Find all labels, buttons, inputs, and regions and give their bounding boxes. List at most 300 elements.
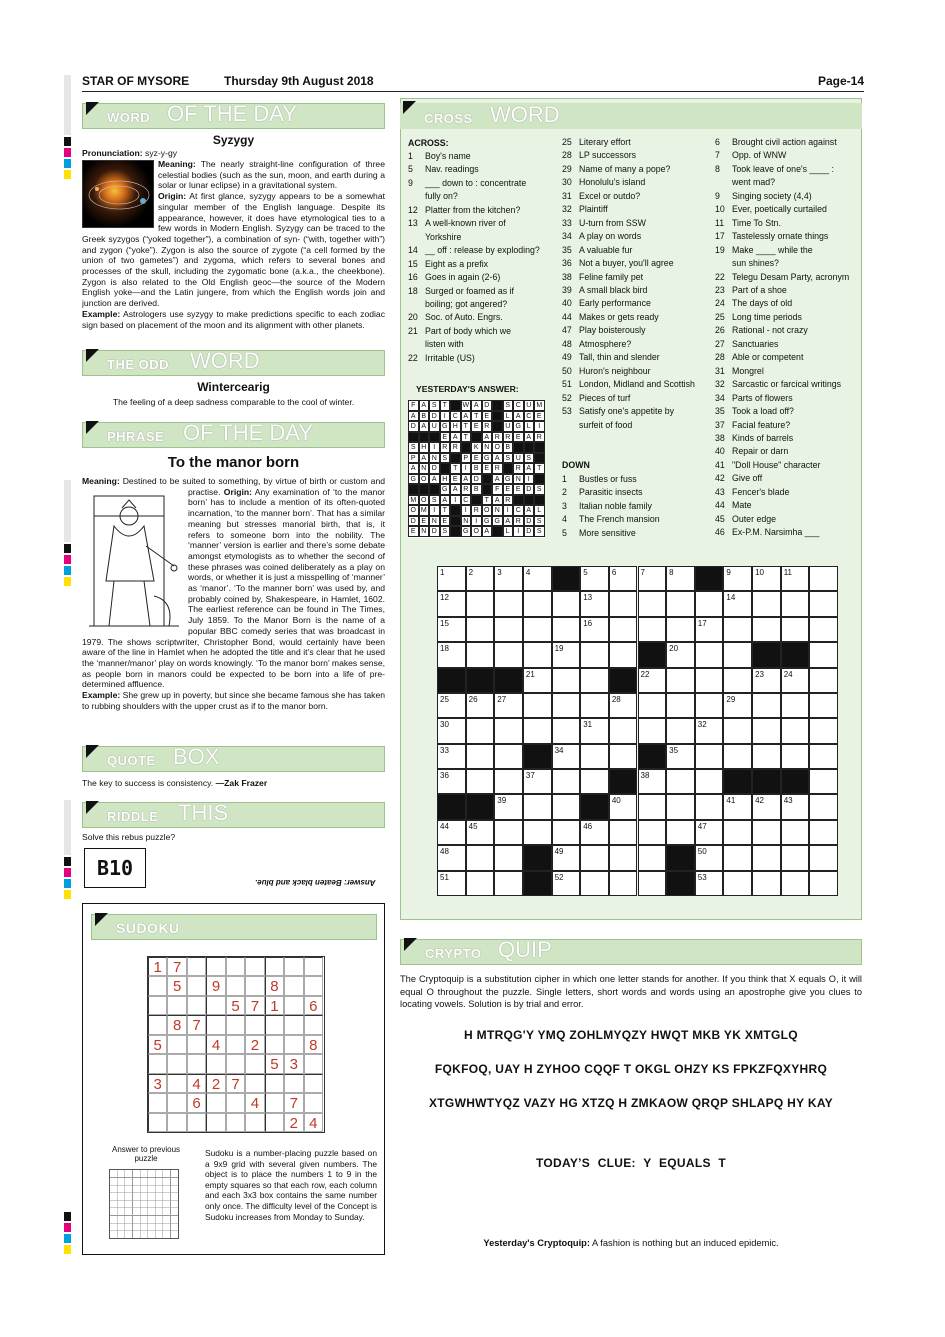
crossword-cell[interactable] [609, 668, 638, 693]
sudoku-cell[interactable] [284, 957, 303, 976]
sudoku-cell[interactable] [226, 1015, 245, 1034]
crossword-cell[interactable] [752, 642, 781, 667]
crossword-cell[interactable] [466, 845, 495, 870]
clue-item [408, 231, 558, 244]
sudoku-cell[interactable]: 5 [167, 976, 186, 995]
sudoku-cell[interactable] [206, 1015, 225, 1034]
crossword-cell[interactable] [809, 693, 838, 718]
sudoku-cell[interactable] [265, 1074, 284, 1093]
sudoku-cell[interactable]: 4 [304, 1113, 323, 1132]
crossword-cell[interactable]: 30 [437, 718, 466, 743]
crossword-cell[interactable]: 28 [609, 693, 638, 718]
clue-number: 8 [715, 163, 720, 174]
crossword-cell[interactable] [609, 845, 638, 870]
sudoku-cell[interactable] [187, 1035, 206, 1054]
answer-cell: R [503, 495, 514, 506]
crossword-cell[interactable] [638, 871, 667, 896]
crossword-cell[interactable] [666, 769, 695, 794]
crossword-cell[interactable] [752, 871, 781, 896]
sudoku-cell[interactable] [284, 1074, 303, 1093]
clue-text: A small black bird [579, 284, 648, 295]
sudoku-cell[interactable]: 7 [226, 1074, 245, 1093]
sudoku-cell[interactable] [304, 1074, 323, 1093]
crossword-cell[interactable]: 5 [580, 566, 609, 591]
crossword-cell[interactable]: 2 [466, 566, 495, 591]
answer-cell: B [471, 463, 482, 474]
crossword-cell[interactable] [781, 693, 810, 718]
sudoku-cell[interactable] [148, 976, 167, 995]
crossword-cell[interactable] [752, 845, 781, 870]
sudoku-cell[interactable] [284, 1015, 303, 1034]
crossword-cell[interactable] [638, 744, 667, 769]
sudoku-cell[interactable] [167, 996, 186, 1015]
crossword-cell[interactable]: 44 [437, 820, 466, 845]
crossword-cell[interactable] [552, 591, 581, 616]
crossword-cell[interactable]: 41 [723, 794, 752, 819]
crossword-cell[interactable] [752, 617, 781, 642]
crossword-cell[interactable] [466, 668, 495, 693]
crossword-cell[interactable] [523, 871, 552, 896]
answer-cell: I [461, 505, 472, 516]
sudoku-cell[interactable] [245, 1113, 264, 1132]
crossword-cell[interactable] [723, 642, 752, 667]
crossword-cell[interactable] [609, 591, 638, 616]
sudoku-cell[interactable] [148, 1015, 167, 1034]
crossword-cell[interactable]: 4 [523, 566, 552, 591]
crossword-cell[interactable]: 45 [466, 820, 495, 845]
crossword-cell[interactable]: 33 [437, 744, 466, 769]
sudoku-cell[interactable] [265, 1093, 284, 1112]
crossword-cell[interactable] [666, 693, 695, 718]
sudoku-cell[interactable] [226, 1035, 245, 1054]
crossword-cell[interactable] [523, 794, 552, 819]
sudoku-cell[interactable]: 8 [167, 1015, 186, 1034]
sudoku-cell[interactable] [148, 996, 167, 1015]
crossword-cell[interactable]: 23 [752, 668, 781, 693]
crossword-cell[interactable] [552, 668, 581, 693]
crossword-cell[interactable] [695, 744, 724, 769]
crossword-cell[interactable]: 9 [723, 566, 752, 591]
crossword-cell[interactable] [809, 769, 838, 794]
crossword-cell[interactable] [666, 794, 695, 819]
sudoku-cell[interactable]: 6 [304, 996, 323, 1015]
crossword-cell[interactable] [638, 591, 667, 616]
clue-item [715, 405, 860, 418]
crossword-cell[interactable] [638, 845, 667, 870]
sudoku-cell[interactable] [245, 1015, 264, 1034]
crossword-cell[interactable]: 42 [752, 794, 781, 819]
crossword-cell[interactable] [638, 617, 667, 642]
crossword-cell[interactable] [466, 718, 495, 743]
crossword-cell[interactable]: 49 [552, 845, 581, 870]
crossword-cell[interactable] [752, 820, 781, 845]
crossword-cell[interactable] [781, 642, 810, 667]
sudoku-cell[interactable] [265, 1113, 284, 1132]
banner-quip: QUIP [498, 937, 552, 962]
sudoku-cell[interactable] [206, 957, 225, 976]
crossword-cell[interactable] [695, 794, 724, 819]
color-mark [64, 480, 71, 542]
sudoku-cell[interactable]: 6 [187, 1093, 206, 1112]
crossword-cell[interactable]: 6 [609, 566, 638, 591]
answer-cell: S [429, 400, 440, 411]
crossword-cell[interactable] [494, 642, 523, 667]
crossword-cell[interactable] [523, 845, 552, 870]
crossword-cell[interactable]: 16 [580, 617, 609, 642]
sudoku-cell[interactable] [245, 957, 264, 976]
crossword-cell[interactable] [437, 668, 466, 693]
crossword-cell[interactable] [523, 820, 552, 845]
crossword-cell[interactable] [609, 718, 638, 743]
crossword-cell[interactable] [723, 871, 752, 896]
sudoku-cell[interactable]: 1 [148, 957, 167, 976]
crossword-cell[interactable] [809, 845, 838, 870]
crossword-cell[interactable]: 17 [695, 617, 724, 642]
crossword-cell[interactable]: 15 [437, 617, 466, 642]
crossword-cell[interactable]: 51 [437, 871, 466, 896]
crossword-cell[interactable] [638, 820, 667, 845]
crossword-cell[interactable] [494, 769, 523, 794]
crossword-cell[interactable] [752, 718, 781, 743]
crossword-cell[interactable] [809, 668, 838, 693]
crossword-cell[interactable] [666, 617, 695, 642]
clue-item [715, 324, 860, 337]
crossword-cell[interactable]: 53 [695, 871, 724, 896]
clue-item [715, 499, 860, 512]
sudoku-cell[interactable]: 2 [284, 1113, 303, 1132]
crossword-cell[interactable]: 26 [466, 693, 495, 718]
crossword-cell[interactable] [695, 642, 724, 667]
sudoku-cell[interactable] [304, 1093, 323, 1112]
crossword-cell[interactable]: 37 [523, 769, 552, 794]
crossword-cell[interactable]: 52 [552, 871, 581, 896]
sudoku-cell[interactable] [245, 976, 264, 995]
crossword-cell[interactable]: 35 [666, 744, 695, 769]
crossword-cell[interactable] [723, 668, 752, 693]
answer-cell: M [408, 495, 419, 506]
crossword-cell[interactable] [781, 845, 810, 870]
sudoku-cell[interactable]: 4 [187, 1074, 206, 1093]
sudoku-cell[interactable] [187, 996, 206, 1015]
crossword-cell[interactable] [494, 617, 523, 642]
crossword-cell[interactable] [809, 744, 838, 769]
sudoku-cell[interactable]: 4 [245, 1093, 264, 1112]
clue-text: The French mansion [579, 514, 660, 525]
crossword-cell[interactable]: 14 [723, 591, 752, 616]
crossword-cell[interactable] [580, 871, 609, 896]
answer-cell [429, 484, 440, 495]
sudoku-cell[interactable]: 7 [167, 957, 186, 976]
crossword-cell[interactable] [723, 769, 752, 794]
sudoku-cell[interactable]: 7 [187, 1015, 206, 1034]
sudoku-cell[interactable] [226, 957, 245, 976]
crossword-cell[interactable] [638, 718, 667, 743]
crossword-cell[interactable] [523, 642, 552, 667]
crossword-cell[interactable] [752, 769, 781, 794]
crossword-cell[interactable] [666, 718, 695, 743]
crossword-cell[interactable] [437, 794, 466, 819]
crossword-cell[interactable] [666, 871, 695, 896]
crossword-cell[interactable] [580, 642, 609, 667]
crossword-cell[interactable] [695, 693, 724, 718]
clue-number: 30 [562, 177, 572, 188]
sudoku-cell[interactable] [187, 1054, 206, 1073]
answer-cell [534, 442, 545, 453]
sudoku-cell[interactable]: 1 [265, 996, 284, 1015]
clue-text: The days of old [732, 298, 793, 309]
crossword-cell[interactable] [466, 642, 495, 667]
clue-item [715, 365, 860, 378]
crossword-cell[interactable] [695, 566, 724, 591]
crossword-cell[interactable] [781, 591, 810, 616]
sudoku-cell[interactable]: 5 [226, 996, 245, 1015]
crossword-cell[interactable] [723, 845, 752, 870]
crossword-cell[interactable]: 12 [437, 591, 466, 616]
sudoku-cell[interactable] [206, 1054, 225, 1073]
sudoku-cell[interactable] [265, 957, 284, 976]
sudoku-cell[interactable] [265, 1035, 284, 1054]
sudoku-cell[interactable]: 5 [265, 1054, 284, 1073]
sudoku-cell[interactable]: 8 [265, 976, 284, 995]
crossword-cell[interactable]: 8 [666, 566, 695, 591]
crossword-cell[interactable]: 50 [695, 845, 724, 870]
crossword-cell[interactable] [723, 820, 752, 845]
crossword-cell[interactable] [609, 617, 638, 642]
clue-text: Give off [732, 473, 763, 484]
crossword-cell[interactable] [466, 744, 495, 769]
clue-text: Singing society (4,4) [732, 190, 812, 201]
crossword-cell[interactable] [494, 820, 523, 845]
crossword-cell[interactable] [609, 820, 638, 845]
sudoku-cell[interactable] [284, 976, 303, 995]
crossword-cell[interactable] [466, 591, 495, 616]
sudoku-cell[interactable] [187, 1113, 206, 1132]
crossword-cell[interactable] [494, 845, 523, 870]
crossword-cell[interactable]: 7 [638, 566, 667, 591]
sudoku-cell[interactable] [226, 1054, 245, 1073]
sudoku-cell[interactable]: 7 [245, 996, 264, 1015]
crossword-cell[interactable]: 21 [523, 668, 552, 693]
crossword-cell[interactable] [781, 871, 810, 896]
crossword-cell[interactable]: 31 [580, 718, 609, 743]
crossword-cell[interactable] [781, 820, 810, 845]
sudoku-cell[interactable] [167, 1035, 186, 1054]
sudoku-cell[interactable]: 2 [206, 1074, 225, 1093]
crossword-cell[interactable] [580, 744, 609, 769]
sudoku-cell[interactable] [206, 1093, 225, 1112]
crossword-cell[interactable] [523, 591, 552, 616]
sudoku-cell[interactable] [245, 1054, 264, 1073]
crossword-cell[interactable] [723, 744, 752, 769]
crossword-cell[interactable] [609, 744, 638, 769]
sudoku-cell[interactable]: 7 [284, 1093, 303, 1112]
sudoku-cell[interactable] [304, 976, 323, 995]
crossword-cell[interactable]: 24 [781, 668, 810, 693]
crossword-cell[interactable]: 25 [437, 693, 466, 718]
crossword-cell[interactable] [523, 718, 552, 743]
crossword-cell[interactable] [580, 668, 609, 693]
sudoku-cell[interactable] [148, 1113, 167, 1132]
crossword-cell[interactable]: 43 [781, 794, 810, 819]
clue-number: 44 [562, 311, 572, 322]
crossword-cell[interactable]: 36 [437, 769, 466, 794]
crossword-cell[interactable]: 3 [494, 566, 523, 591]
yesterday-cryptoquip: Yesterday's Cryptoquip: A fashion is nothing but an induced epidemic. [483, 1238, 779, 1248]
sudoku-cell[interactable]: 5 [148, 1035, 167, 1054]
crossword-cell[interactable] [666, 820, 695, 845]
sudoku-cell[interactable] [206, 1113, 225, 1132]
crossword-cell[interactable]: 10 [752, 566, 781, 591]
crossword-cell[interactable] [466, 794, 495, 819]
crossword-cell[interactable] [666, 845, 695, 870]
crossword-cell[interactable]: 13 [580, 591, 609, 616]
sudoku-cell[interactable]: 2 [245, 1035, 264, 1054]
cryptoquip-banner [400, 939, 862, 965]
sudoku-cell[interactable] [167, 1074, 186, 1093]
crossword-cell[interactable] [695, 769, 724, 794]
crossword-cell[interactable] [523, 744, 552, 769]
sudoku-cell[interactable] [304, 1015, 323, 1034]
crossword-cell[interactable] [809, 820, 838, 845]
clue-item [715, 190, 860, 203]
sudoku-cell[interactable] [226, 1113, 245, 1132]
crossword-cell[interactable] [809, 794, 838, 819]
sudoku-cell[interactable] [226, 1093, 245, 1112]
crossword-cell[interactable]: 34 [552, 744, 581, 769]
crossword-cell[interactable] [809, 718, 838, 743]
sudoku-cell[interactable] [265, 1015, 284, 1034]
cryptoquip-line-1: H MTRQG'Y YMQ ZOHLMYQZY HWQT MKB YK XMTGLQ [464, 1028, 798, 1042]
crossword-cell[interactable]: 27 [494, 693, 523, 718]
crossword-cell[interactable]: 19 [552, 642, 581, 667]
crossword-cell[interactable] [494, 871, 523, 896]
answer-cell: W [462, 402, 470, 409]
crossword-cell[interactable] [695, 591, 724, 616]
crossword-cell[interactable] [638, 693, 667, 718]
crossword-cell[interactable] [523, 617, 552, 642]
crossword-cell[interactable]: 29 [723, 693, 752, 718]
sudoku-cell[interactable] [304, 957, 323, 976]
crossword-cell[interactable] [552, 718, 581, 743]
crossword-cell[interactable] [666, 668, 695, 693]
crossword-cell[interactable] [494, 591, 523, 616]
clue-item [562, 419, 712, 432]
clue-item [715, 445, 860, 458]
crossword-cell[interactable] [494, 718, 523, 743]
crossword-cell[interactable] [523, 693, 552, 718]
sudoku-cell[interactable]: 4 [206, 1035, 225, 1054]
crossword-cell[interactable] [580, 794, 609, 819]
crossword-cell[interactable]: 47 [695, 820, 724, 845]
crossword-cell[interactable]: 1 [437, 566, 466, 591]
crossword-cell[interactable] [609, 871, 638, 896]
crossword-cell[interactable] [580, 845, 609, 870]
crossword-cell[interactable] [494, 668, 523, 693]
sudoku-cell[interactable] [148, 1054, 167, 1073]
crossword-cell[interactable] [809, 871, 838, 896]
sudoku-cell[interactable]: 9 [206, 976, 225, 995]
sudoku-cell[interactable] [245, 1074, 264, 1093]
crossword-cell[interactable]: 11 [781, 566, 810, 591]
crossword-cell[interactable] [666, 591, 695, 616]
crossword-cell[interactable] [580, 769, 609, 794]
crossword-cell[interactable]: 39 [494, 794, 523, 819]
crossword-cell[interactable] [552, 794, 581, 819]
crossword-cell[interactable] [638, 642, 667, 667]
crossword-cell[interactable] [466, 769, 495, 794]
color-mark [64, 75, 71, 135]
crossword-cell[interactable] [723, 617, 752, 642]
clue-text: Literary effort [579, 137, 631, 147]
sudoku-cell[interactable] [284, 1035, 303, 1054]
crossword-cell[interactable] [752, 591, 781, 616]
sudoku-cell[interactable] [148, 1093, 167, 1112]
crossword-cell[interactable]: 46 [580, 820, 609, 845]
crossword-cell[interactable] [809, 642, 838, 667]
crossword-cell[interactable]: 38 [638, 769, 667, 794]
crossword-cell[interactable] [723, 718, 752, 743]
crossword-cell[interactable]: 32 [695, 718, 724, 743]
clue-number: 27 [715, 338, 725, 349]
sudoku-cell[interactable] [284, 996, 303, 1015]
crossword-cell[interactable] [752, 693, 781, 718]
crossword-cell[interactable]: 20 [666, 642, 695, 667]
phrase-title: To the manor born [167, 454, 300, 471]
clue-item [562, 405, 712, 418]
crossword-cell[interactable] [781, 744, 810, 769]
crossword-cell[interactable] [552, 769, 581, 794]
crossword-cell[interactable] [552, 820, 581, 845]
crossword-cell[interactable] [609, 642, 638, 667]
sudoku-cell[interactable] [226, 976, 245, 995]
crossword-cell[interactable] [609, 769, 638, 794]
crossword-cell[interactable] [695, 668, 724, 693]
sudoku-cell[interactable] [167, 1113, 186, 1132]
crossword-cell[interactable] [809, 617, 838, 642]
crossword-cell[interactable] [580, 693, 609, 718]
crossword-cell[interactable] [638, 794, 667, 819]
crossword-cell[interactable] [552, 693, 581, 718]
sudoku-cell[interactable] [304, 1054, 323, 1073]
sudoku-cell[interactable] [187, 976, 206, 995]
crossword-cell[interactable]: 22 [638, 668, 667, 693]
crossword-cell[interactable] [494, 744, 523, 769]
crossword-cell[interactable] [466, 871, 495, 896]
crossword-cell[interactable]: 40 [609, 794, 638, 819]
sudoku-cell[interactable] [187, 957, 206, 976]
sudoku-cell[interactable]: 3 [284, 1054, 303, 1073]
crossword-cell[interactable] [752, 744, 781, 769]
banner-of-the-day: OF THE DAY [167, 101, 297, 126]
answer-cell [524, 495, 535, 506]
crossword-cell[interactable] [552, 566, 581, 591]
sudoku-cell[interactable] [167, 1093, 186, 1112]
crossword-cell[interactable]: 48 [437, 845, 466, 870]
crossword-cell[interactable]: 18 [437, 642, 466, 667]
crossword-cell[interactable] [809, 566, 838, 591]
crossword-cell[interactable] [466, 617, 495, 642]
crossword-cell[interactable] [781, 718, 810, 743]
clue-number: 12 [408, 204, 418, 215]
crossword-cell[interactable] [781, 617, 810, 642]
sudoku-cell[interactable] [206, 996, 225, 1015]
sudoku-cell[interactable]: 8 [304, 1035, 323, 1054]
sudoku-cell[interactable]: 3 [148, 1074, 167, 1093]
crossword-cell[interactable] [809, 591, 838, 616]
crossword-cell[interactable] [552, 617, 581, 642]
sudoku-cell[interactable] [167, 1054, 186, 1073]
crossword-cell[interactable] [781, 769, 810, 794]
